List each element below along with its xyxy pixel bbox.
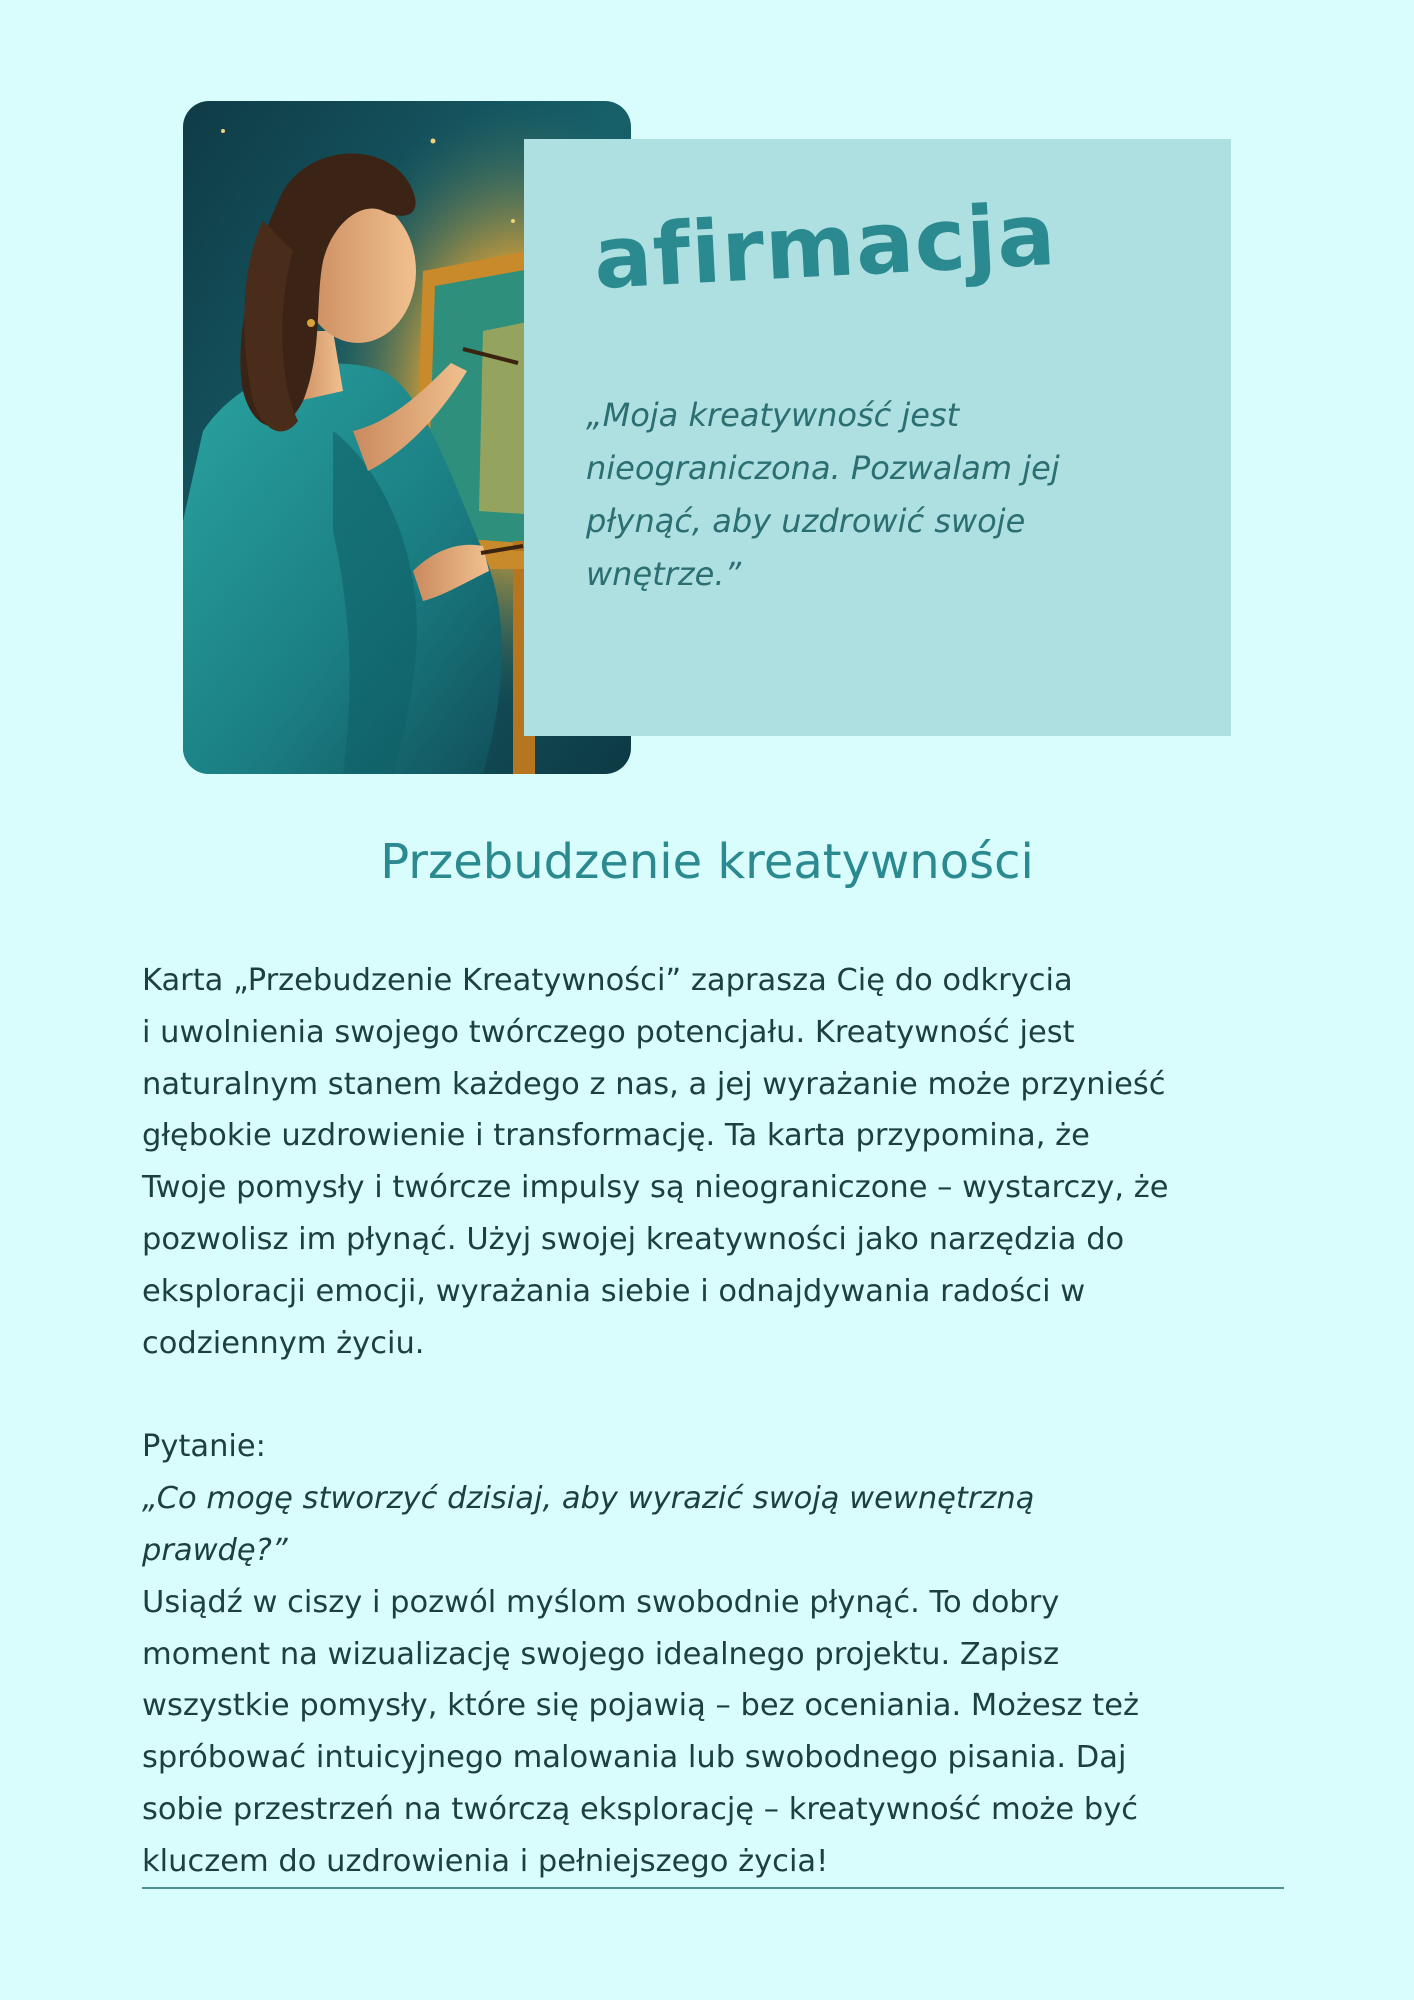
description-line: głębokie uzdrowienie i transformację. Ta karta przypomina, że	[142, 1118, 1090, 1154]
guidance-line: spróbować intuicyjnego malowania lub swobodnego pisania. Daj	[142, 1740, 1127, 1776]
description-line: Twoje pomysły i twórcze impulsy są nieograniczone – wystarczy, że	[142, 1170, 1169, 1206]
affirmation-box	[524, 139, 1231, 736]
bottom-divider	[142, 1887, 1284, 1889]
question-label: Pytanie:	[142, 1429, 266, 1465]
description-line: eksploracji emocji, wyrażania siebie i odnajdywania radości w	[142, 1273, 1086, 1309]
guidance-line: moment na wizualizację swojego idealnego projektu. Zapisz	[142, 1636, 1060, 1672]
description-line: i uwolnienia swojego twórczego potencjału. Kreatywność jest	[142, 1014, 1075, 1050]
card-description	[142, 955, 1282, 1369]
affirmation-quote	[586, 389, 1146, 601]
description-line: Karta „Przebudzenie Kreatywności” zaprasza Cię do odkrycia	[142, 963, 1073, 998]
description-line: naturalnym stanem każdego z nas, a jej wyrażanie może przynieść	[142, 1066, 1166, 1102]
affirmation-quote-line: płynąć, aby uzdrowić swoje	[586, 502, 1026, 540]
guidance-line: Usiądź w ciszy i pozwól myślom swobodnie płynąć. To dobry	[142, 1584, 1060, 1620]
affirmation-title: afirmacja	[591, 184, 1059, 309]
guidance-line: kluczem do uzdrowienia i pełniejszego życia!	[142, 1843, 829, 1879]
guidance-text	[142, 1577, 1282, 1888]
description-line: pozwolisz im płynąć. Użyj swojej kreatywności jako narzędzia do	[142, 1221, 1125, 1257]
question-line: „Co mogę stworzyć dzisiaj, aby wyrazić swoją wewnętrzną	[142, 1481, 1035, 1517]
guidance-line: wszystkie pomysły, które się pojawią – bez oceniania. Możesz też	[142, 1688, 1139, 1724]
affirmation-quote-line: wnętrze.”	[586, 555, 742, 593]
description-line: codziennym życiu.	[142, 1325, 425, 1361]
card-body	[142, 955, 1282, 1888]
guidance-line: sobie przestrzeń na twórczą eksplorację – kreatywność może być	[142, 1791, 1139, 1827]
question-line: prawdę?”	[142, 1532, 288, 1568]
affirmation-quote-line: nieograniczona. Pozwalam jej	[586, 449, 1060, 487]
card-title: Przebudzenie kreatywności	[380, 834, 1034, 890]
paragraph-spacer	[142, 1369, 1282, 1421]
question-text	[142, 1473, 1282, 1577]
affirmation-quote-line: „Moja kreatywność jest	[586, 396, 960, 434]
